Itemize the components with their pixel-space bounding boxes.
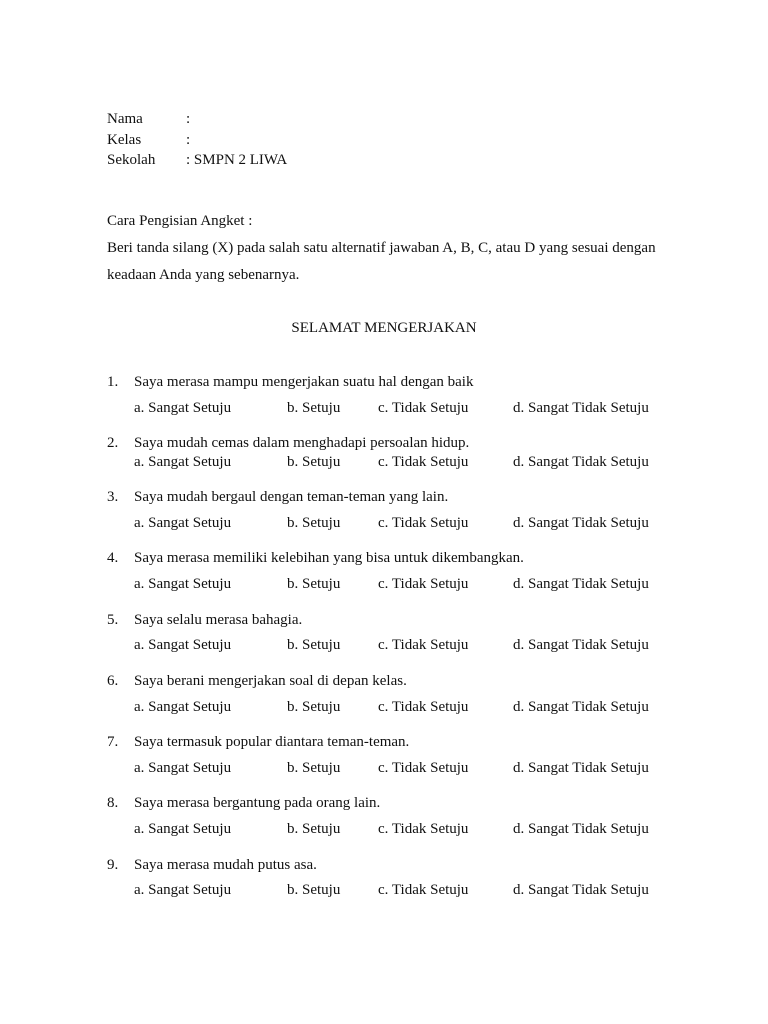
class-label: Kelas	[107, 132, 142, 148]
question-number: 4.	[107, 550, 119, 566]
option-a[interactable]: a. Sangat Setuju	[134, 699, 232, 715]
option-c[interactable]: c. Tidak Setuju	[378, 454, 469, 470]
question-number: 6.	[107, 673, 119, 689]
option-a[interactable]: a. Sangat Setuju	[134, 454, 232, 470]
class-value: :	[186, 132, 191, 148]
document-title: SELAMAT MENGERJAKAN	[291, 320, 477, 336]
option-b[interactable]: b. Setuju	[287, 454, 341, 470]
question-text: Saya merasa mampu mengerjakan suatu hal dengan baik	[134, 374, 474, 390]
question-text: Saya berani mengerjakan soal di depan kelas.	[134, 673, 407, 689]
option-b[interactable]: b. Setuju	[287, 576, 341, 592]
option-a[interactable]: a. Sangat Setuju	[134, 576, 232, 592]
option-c[interactable]: c. Tidak Setuju	[378, 400, 469, 416]
option-d[interactable]: d. Sangat Tidak Setuju	[513, 882, 649, 898]
question-number: 2.	[107, 435, 119, 451]
option-a[interactable]: a. Sangat Setuju	[134, 882, 232, 898]
option-b[interactable]: b. Setuju	[287, 760, 341, 776]
option-d[interactable]: d. Sangat Tidak Setuju	[513, 760, 649, 776]
option-a[interactable]: a. Sangat Setuju	[134, 400, 232, 416]
option-d[interactable]: d. Sangat Tidak Setuju	[513, 515, 649, 531]
question-number: 7.	[107, 734, 119, 750]
option-c[interactable]: c. Tidak Setuju	[378, 515, 469, 531]
option-a[interactable]: a. Sangat Setuju	[134, 515, 232, 531]
option-b[interactable]: b. Setuju	[287, 400, 341, 416]
option-b[interactable]: b. Setuju	[287, 637, 341, 653]
school-value: : SMPN 2 LIWA	[186, 152, 288, 168]
option-a[interactable]: a. Sangat Setuju	[134, 760, 232, 776]
option-c[interactable]: c. Tidak Setuju	[378, 821, 469, 837]
option-a[interactable]: a. Sangat Setuju	[134, 821, 232, 837]
question-number: 3.	[107, 489, 119, 505]
option-d[interactable]: d. Sangat Tidak Setuju	[513, 821, 649, 837]
option-d[interactable]: d. Sangat Tidak Setuju	[513, 637, 649, 653]
name-value: :	[186, 111, 191, 127]
option-d[interactable]: d. Sangat Tidak Setuju	[513, 699, 649, 715]
name-label: Nama	[107, 111, 143, 127]
option-b[interactable]: b. Setuju	[287, 821, 341, 837]
question-text: Saya merasa bergantung pada orang lain.	[134, 795, 381, 811]
option-d[interactable]: d. Sangat Tidak Setuju	[513, 576, 649, 592]
option-c[interactable]: c. Tidak Setuju	[378, 576, 469, 592]
option-b[interactable]: b. Setuju	[287, 515, 341, 531]
option-a[interactable]: a. Sangat Setuju	[134, 637, 232, 653]
question-text: Saya selalu merasa bahagia.	[134, 612, 303, 628]
option-c[interactable]: c. Tidak Setuju	[378, 699, 469, 715]
instructions-heading: Cara Pengisian Angket :	[107, 213, 253, 229]
question-text: Saya merasa memiliki kelebihan yang bisa untuk dikembangkan.	[134, 550, 524, 566]
question-text: Saya mudah cemas dalam menghadapi persoalan hidup.	[134, 435, 470, 451]
question-number: 1.	[107, 374, 119, 390]
option-c[interactable]: c. Tidak Setuju	[378, 637, 469, 653]
option-b[interactable]: b. Setuju	[287, 882, 341, 898]
question-text: Saya merasa mudah putus asa.	[134, 857, 317, 873]
question-text: Saya mudah bergaul dengan teman-teman yang lain.	[134, 489, 449, 505]
question-number: 5.	[107, 612, 119, 628]
question-number: 9.	[107, 857, 119, 873]
option-c[interactable]: c. Tidak Setuju	[378, 760, 469, 776]
instructions-line-2: keadaan Anda yang sebenarnya.	[107, 267, 300, 283]
question-number: 8.	[107, 795, 119, 811]
option-b[interactable]: b. Setuju	[287, 699, 341, 715]
school-label: Sekolah	[107, 152, 156, 168]
instructions-line-1: Beri tanda silang (X) pada salah satu alternatif jawaban A, B, C, atau D yang sesuai dengan	[107, 240, 656, 256]
option-d[interactable]: d. Sangat Tidak Setuju	[513, 400, 649, 416]
option-d[interactable]: d. Sangat Tidak Setuju	[513, 454, 649, 470]
option-c[interactable]: c. Tidak Setuju	[378, 882, 469, 898]
question-text: Saya termasuk popular diantara teman-teman.	[134, 734, 410, 750]
